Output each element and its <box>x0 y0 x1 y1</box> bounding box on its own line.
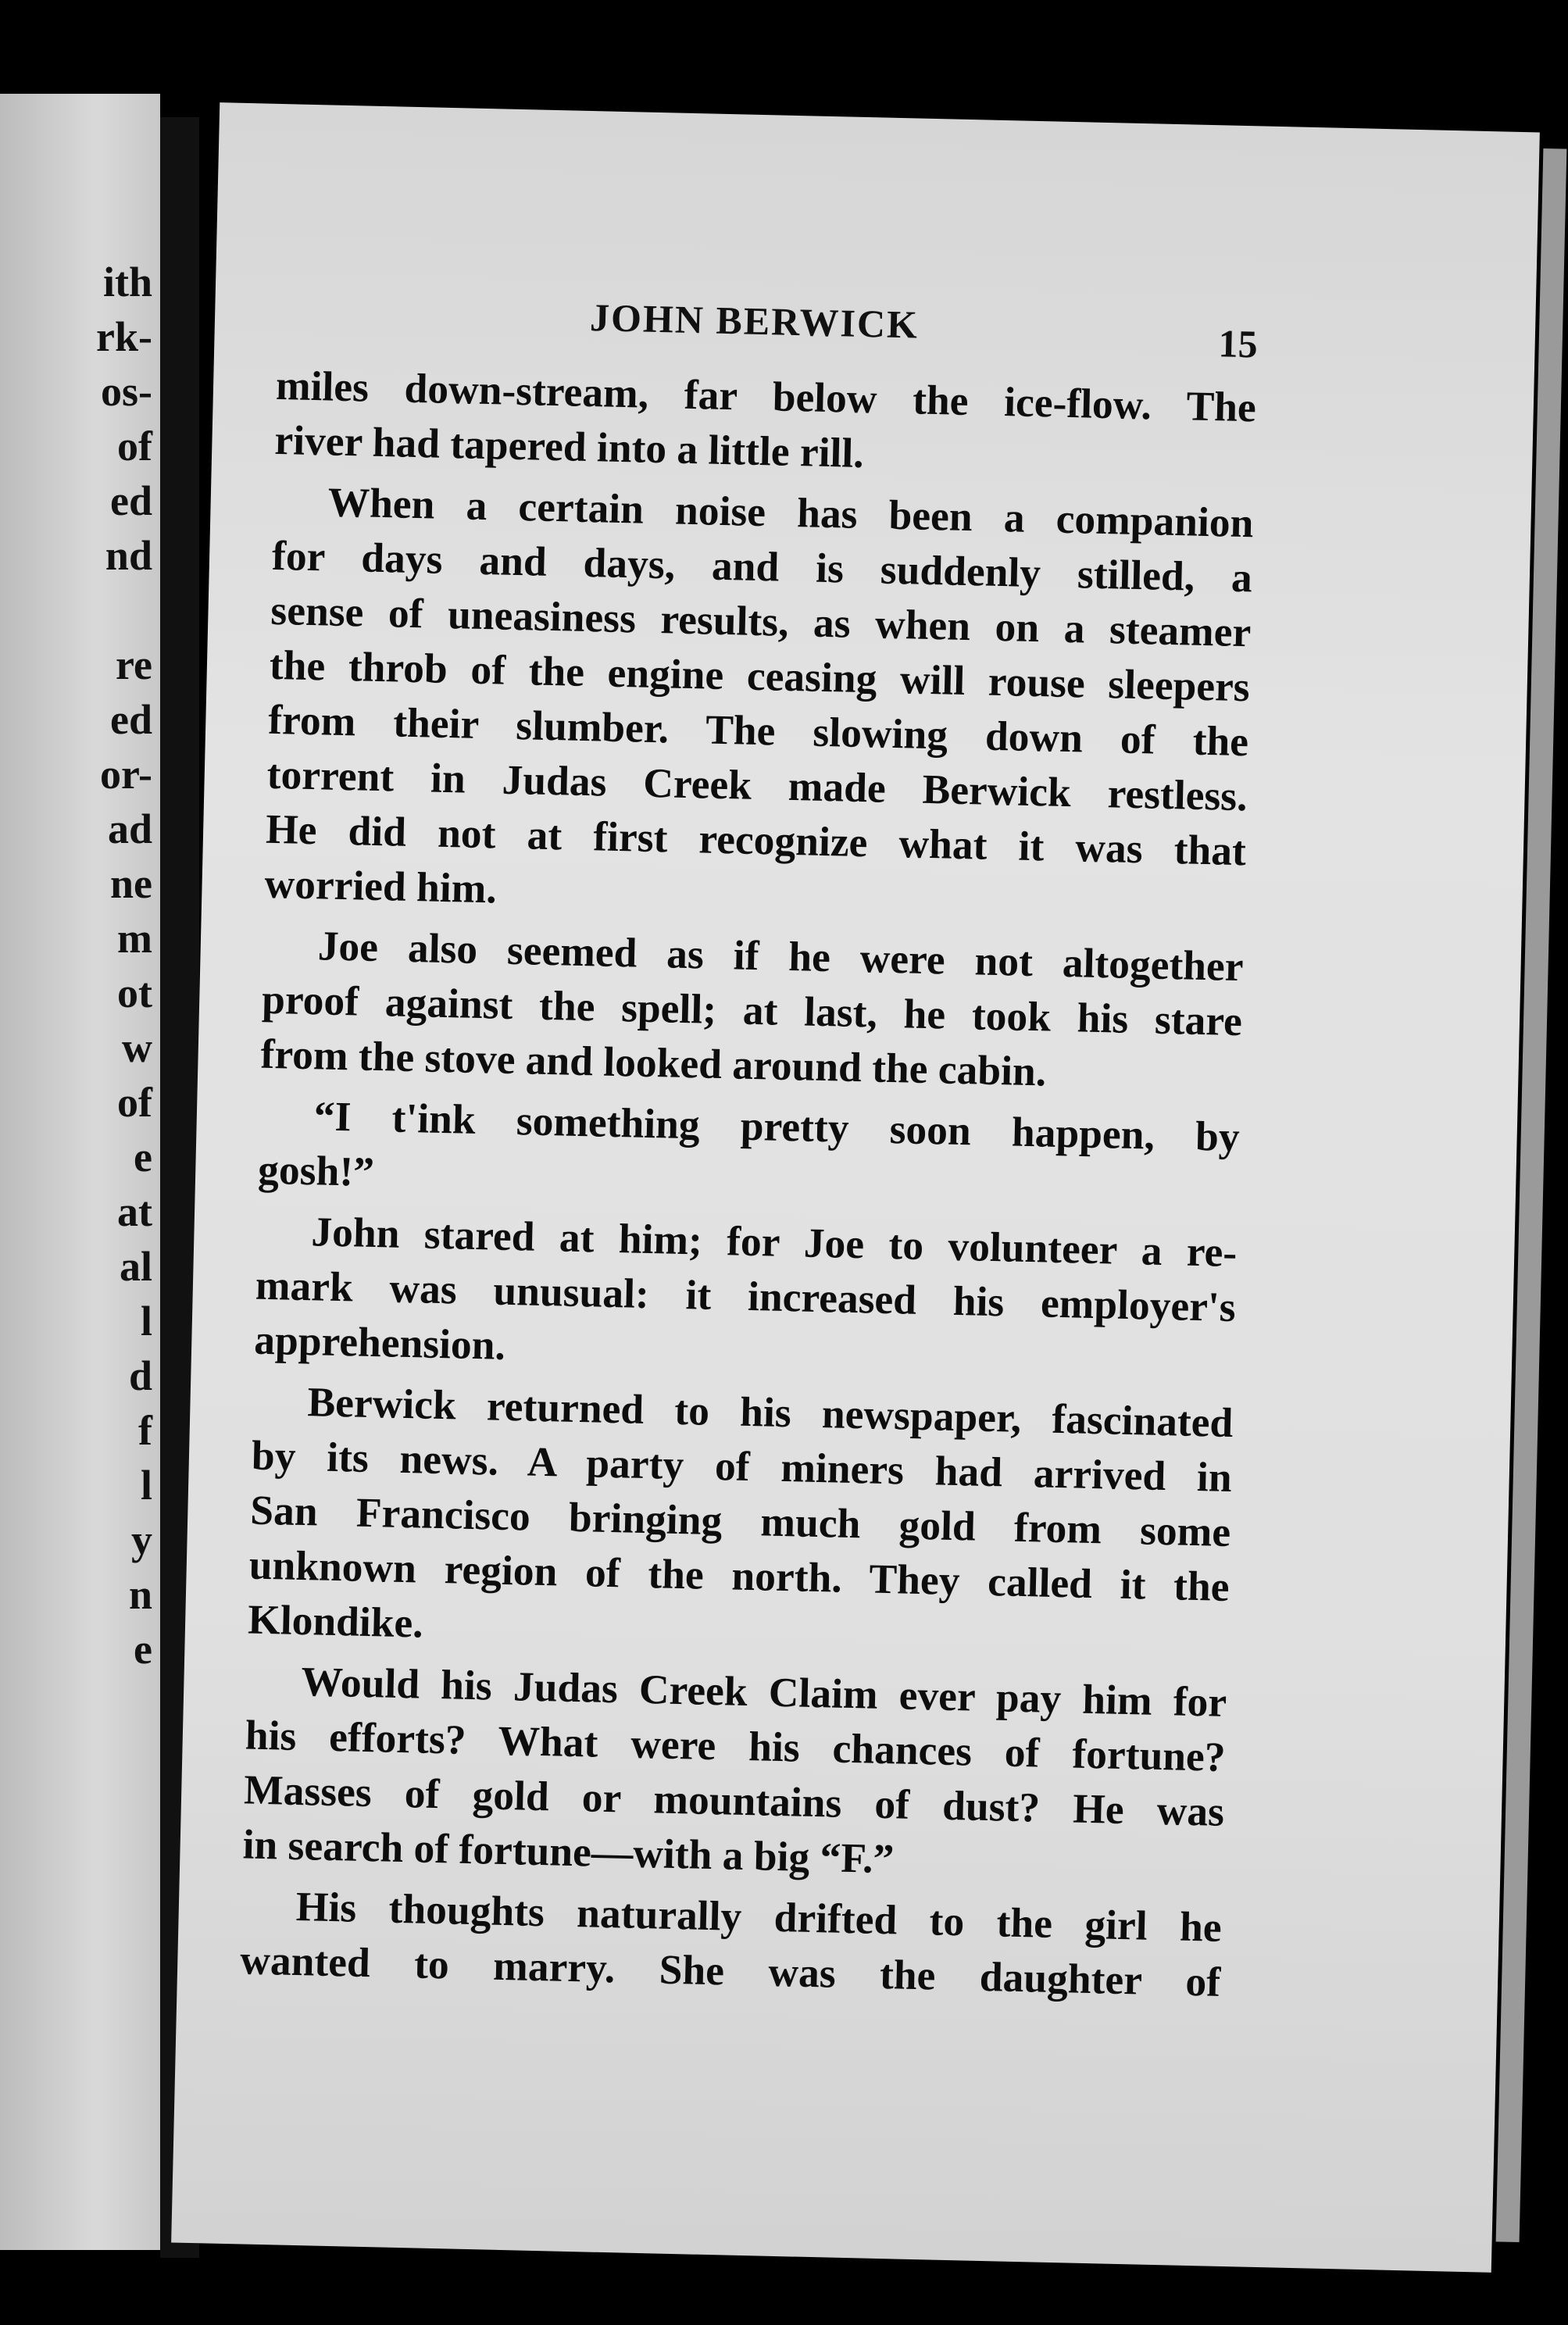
left-page-fragment: rk- <box>96 313 152 360</box>
text-line: his efforts? What were his chances of fortune? <box>245 1711 1227 1780</box>
text-line: He did not at first recognize what it was that <box>265 805 1247 875</box>
left-page-fragment: l <box>140 1298 152 1345</box>
body-text <box>240 358 1257 2009</box>
text-line: in search of fortune—with a big “F.” <box>242 1820 895 1883</box>
text-line: river had tapered into a little rill. <box>273 416 865 477</box>
text-line: worried him. <box>263 859 498 912</box>
left-page-fragment: or- <box>100 751 152 798</box>
left-page-fragment: of <box>117 423 152 470</box>
text-line: Joe also seemed as if he were not altogether <box>317 922 1245 991</box>
text-line: When a certain noise has been a companion <box>327 478 1255 547</box>
text-line: sense of uneasiness results, as when on a steamer <box>270 586 1252 656</box>
text-line: gosh!” <box>257 1145 375 1196</box>
text-line: mark was unusual: it increased his employer's <box>255 1261 1237 1331</box>
text-line: unknown region of the north. They called it the <box>248 1541 1230 1610</box>
left-page-fragment: al <box>119 1243 152 1290</box>
text-line: from the stove and looked around the cabin. <box>260 1030 1047 1095</box>
text-line: from their slumber. The slowing down of the <box>267 695 1249 766</box>
paragraph <box>260 917 1244 1103</box>
left-page-edge <box>0 94 160 2250</box>
paragraph <box>247 1373 1234 1669</box>
text-line: John stared at him; for Joe to volunteer a re- <box>310 1208 1238 1277</box>
left-page-fragment: e <box>134 1134 152 1180</box>
left-page-fragment: at <box>117 1188 152 1235</box>
book-page <box>171 102 1540 2273</box>
left-page-fragment: w <box>122 1024 152 1071</box>
left-page-fragment: l <box>140 1462 152 1509</box>
paragraph <box>258 1088 1241 1219</box>
text-line: His thoughts naturally drifted to the girl he <box>295 1882 1223 1951</box>
text-line: Would his Judas Creek Claim ever pay him for <box>300 1658 1227 1726</box>
text-line: apprehension. <box>253 1316 506 1369</box>
text-line: by its news. A party of miners had arrived in <box>251 1431 1233 1502</box>
left-page-fragment: ed <box>110 477 152 524</box>
paragraph <box>240 1877 1223 2009</box>
text-line: torrent in Judas Creek made Berwick restless. <box>266 750 1248 820</box>
left-page-fragment: m <box>117 915 152 962</box>
left-page-fragment: ed <box>110 696 152 743</box>
left-page-fragment: ne <box>110 860 152 907</box>
left-page-fragment: y <box>131 1516 152 1563</box>
left-page-text-fragments <box>0 94 160 2250</box>
text-line: miles down-stream, far below the ice-flow. The <box>275 361 1257 431</box>
left-page-fragment: ith <box>102 259 152 305</box>
running-head: JOHN BERWICK <box>589 295 920 347</box>
left-page-fragment: n <box>128 1571 152 1618</box>
text-line: San Francisco bringing much gold from some <box>249 1486 1231 1555</box>
text-line: “I t'ink something pretty soon happen, by <box>313 1092 1241 1161</box>
left-page-fragment: re <box>116 641 152 688</box>
text-line: proof against the spell; at last, he took his stare <box>261 975 1243 1045</box>
left-page-fragment: ot <box>117 970 152 1016</box>
left-page-fragment: os- <box>101 368 152 415</box>
left-page-fragment: e <box>134 1626 152 1673</box>
paragraph <box>242 1652 1227 1893</box>
left-page-fragment: f <box>138 1407 152 1454</box>
paragraph <box>274 358 1257 489</box>
page-number: 15 <box>1218 321 1259 366</box>
text-line: Klondike. <box>247 1595 424 1647</box>
left-page-fragment: nd <box>105 532 152 579</box>
text-line: Masses of gold or mountains of dust? He was <box>243 1766 1225 1835</box>
text-line: the throb of the engine ceasing will rouse sleepers <box>269 641 1251 711</box>
paragraph <box>264 473 1254 933</box>
paragraph <box>254 1203 1238 1389</box>
text-line: Berwick returned to his newspaper, fascinated <box>306 1378 1234 1447</box>
left-page-fragment: d <box>128 1352 152 1399</box>
left-page-fragment: ad <box>107 805 152 852</box>
left-page-fragment: of <box>117 1079 152 1126</box>
text-line: for days and days, and is suddenly stilled, a <box>271 531 1253 602</box>
text-line: wanted to marry. She was the daughter of <box>239 1936 1221 2005</box>
